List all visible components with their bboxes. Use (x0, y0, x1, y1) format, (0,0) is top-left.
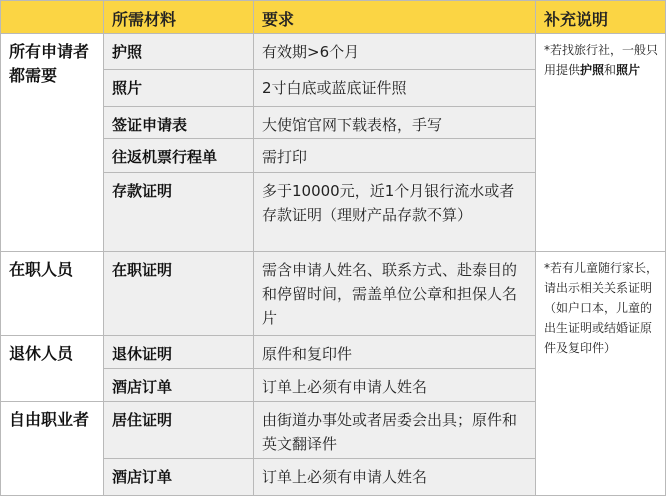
note-travel-agency (536, 34, 666, 252)
requirement-cell: 大使馆官网下载表格，手写 (254, 107, 536, 139)
item-cell: 酒店订单 (104, 369, 254, 402)
item-cell: 酒店订单 (104, 459, 254, 496)
note-text: *若找旅行社，一般只用提供 (544, 43, 659, 77)
note-bold-passport: 护照 (580, 63, 605, 77)
item-cell: 签证申请表 (104, 107, 254, 139)
item-cell: 照片 (104, 69, 254, 107)
note-bold-photo: 照片 (616, 63, 641, 77)
group-freelance: 自由职业者 (1, 402, 104, 496)
requirement-cell: 需打印 (254, 139, 536, 173)
item-cell: 在职证明 (104, 252, 254, 336)
header-row (1, 1, 666, 34)
item-cell: 居住证明 (104, 402, 254, 459)
group-all-applicants: 所有申请者都需要 (1, 34, 104, 252)
item-cell: 存款证明 (104, 172, 254, 252)
requirement-cell: 多于10000元，近1个月银行流水或者存款证明（理财产品存款不算） (254, 172, 536, 252)
item-cell: 护照 (104, 34, 254, 70)
requirement-cell: 订单上必须有申请人姓名 (254, 369, 536, 402)
requirement-cell: 订单上必须有申请人姓名 (254, 459, 536, 496)
note-children: *若有儿童随行家长，请出示相关关系证明（如户口本，儿童的出生证明或结婚证原件及复印件） (536, 252, 666, 496)
item-cell: 退休证明 (104, 335, 254, 369)
header-category (1, 1, 104, 34)
requirement-cell: 有效期>6个月 (254, 34, 536, 70)
table-row (1, 34, 666, 70)
requirement-cell: 需含申请人姓名、联系方式、赴泰目的和停留时间，需盖单位公章和担保人名片 (254, 252, 536, 336)
header-materials: 所需材料 (104, 1, 254, 34)
header-requirements: 要求 (254, 1, 536, 34)
item-cell: 往返机票行程单 (104, 139, 254, 173)
table-row (1, 252, 666, 336)
requirement-cell: 2寸白底或蓝底证件照 (254, 69, 536, 107)
requirement-cell: 由街道办事处或者居委会出具；原件和英文翻译件 (254, 402, 536, 459)
note-text: 和 (604, 63, 617, 77)
requirement-cell: 原件和复印件 (254, 335, 536, 369)
group-retired: 退休人员 (1, 335, 104, 401)
header-notes: 补充说明 (536, 1, 666, 34)
group-employed: 在职人员 (1, 252, 104, 336)
